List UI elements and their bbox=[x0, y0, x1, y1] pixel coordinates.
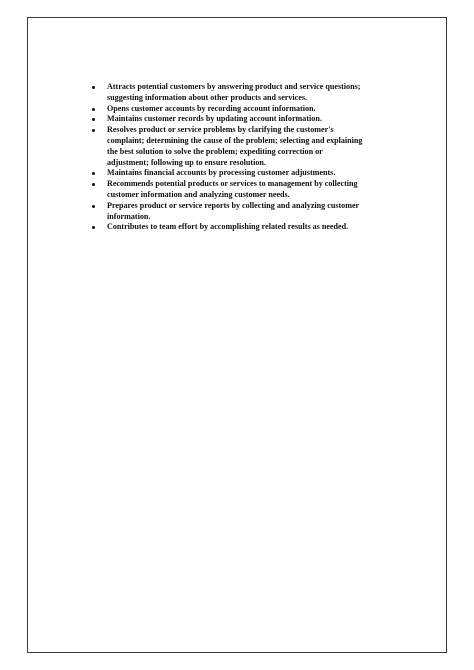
list-item-text-line: adjustment; following up to ensure resolution. bbox=[107, 157, 266, 167]
list-item bbox=[92, 114, 402, 125]
bullet-icon bbox=[92, 226, 95, 229]
list-item-text-line: suggesting information about other products and services. bbox=[107, 92, 308, 102]
bullet-icon bbox=[92, 205, 95, 208]
responsibilities-list bbox=[92, 82, 402, 233]
list-item-text-line: Maintains financial accounts by processing customer adjustments. bbox=[107, 168, 336, 178]
list-item bbox=[92, 125, 402, 168]
list-item-text-line: Prepares product or service reports by collecting and analyzing customer bbox=[107, 200, 360, 210]
bullet-icon bbox=[92, 172, 95, 175]
bullet-icon bbox=[92, 118, 95, 121]
list-item bbox=[92, 222, 402, 233]
bullet-icon bbox=[92, 86, 95, 89]
list-item-text-line: Resolves product or service problems by clarifying the customer's bbox=[107, 125, 334, 135]
list-item-text-line: Opens customer accounts by recording account information. bbox=[107, 103, 316, 113]
list-item-text-line: Recommends potential products or services to management by collecting bbox=[107, 179, 358, 189]
list-item-text-line: Attracts potential customers by answering product and service questions; bbox=[107, 82, 361, 91]
list-item-text-line: information. bbox=[107, 211, 151, 221]
bullet-icon bbox=[92, 129, 95, 132]
list-item bbox=[92, 201, 402, 223]
list-item bbox=[92, 168, 402, 179]
list-item-text-line: Contributes to team effort by accomplishing related results as needed. bbox=[107, 222, 349, 232]
list-item-text-line: Maintains customer records by updating account information. bbox=[107, 114, 322, 124]
list-item bbox=[92, 179, 402, 201]
list-item-text-line: the best solution to solve the problem; expediting correction or bbox=[107, 146, 323, 156]
bullet-icon bbox=[92, 183, 95, 186]
list-item-text-line: complaint; determining the cause of the problem; selecting and explaining bbox=[107, 135, 363, 145]
list-item bbox=[92, 82, 402, 104]
list-item bbox=[92, 104, 402, 115]
bullet-icon bbox=[92, 108, 95, 111]
document-page bbox=[27, 17, 447, 653]
list-item-text-line: customer information and analyzing customer needs. bbox=[107, 189, 290, 199]
